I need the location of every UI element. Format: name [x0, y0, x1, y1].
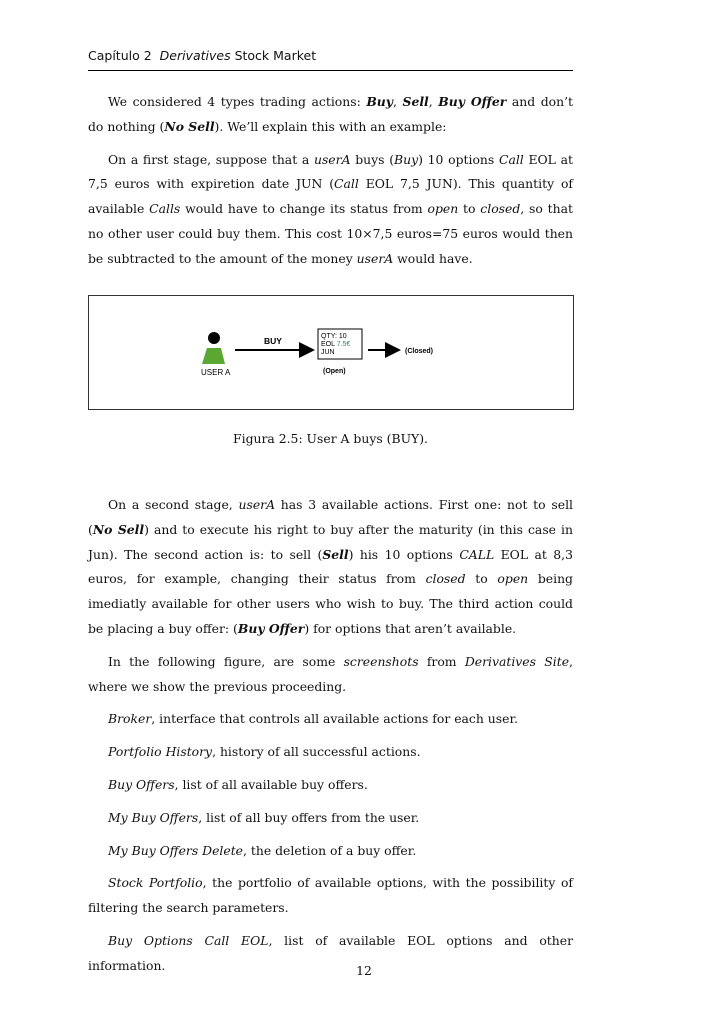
header-rule: [88, 70, 573, 71]
box-eol: EOL 7.5€: [321, 341, 351, 348]
list-item: Buy Options Call EOL, list of available EOL options and other information.: [88, 932, 573, 973]
chapter-title-italic: Derivatives: [159, 48, 231, 63]
chapter-title-rest: Stock Market: [234, 48, 317, 63]
buy-label: BUY: [264, 336, 282, 346]
body-top: [88, 90, 573, 280]
list-item: My Buy Offers Delete, the deletion of a buy offer.: [108, 842, 417, 858]
box-price: 7.5€: [336, 341, 351, 348]
list-item: My Buy Offers, list of all buy offers from the user.: [108, 809, 420, 825]
paragraph-4: In the following figure, are some screenshots from Derivatives Site, where we show the previous proceeding.: [88, 653, 573, 694]
body-bottom: [88, 493, 573, 987]
user-label: USER A: [201, 368, 231, 377]
list-item: Portfolio History, history of all successful actions.: [108, 744, 421, 760]
chapter-label: Capítulo 2: [88, 48, 152, 63]
box-expiry: JUN: [321, 349, 335, 356]
figure-2-5: [88, 295, 574, 410]
figure-caption: Figura 2.5: User A buys (BUY).: [233, 431, 428, 446]
paragraph-2: On a first stage, suppose that a userA buys (Buy) 10 options Call EOL at 7,5 euros with expiretion date JUN (Call EOL 7,5 JUN). This quantity of available Calls would have to change its status from open to closed, so that no other user could buy them. This cost 10×7,5 euros=75 euros would then be subtracted to the amount of the money userA would have.: [88, 151, 574, 266]
paragraph-3: On a second stage, userA has 3 available actions. First one: not to sell (No Sell) and to execute his right to buy after the maturity (in this case in Jun). The second action is: to sell (Sell) his 10 options CALL EOL at 8,3 euros, for example, changing their status from closed to open being imediatly available for other users who wish to buy. The third action could be placing a buy offer: (Buy Offer) for options that aren’t available.: [88, 497, 573, 636]
list-item: Stock Portfolio, the portfolio of available options, with the possibility of filtering the search parameters.: [88, 875, 573, 916]
open-label: (Open): [323, 368, 346, 375]
user-icon: [202, 332, 225, 364]
list-item: Buy Offers, list of all available buy offers.: [108, 776, 368, 792]
list-item: Broker, interface that controls all available actions for each user.: [108, 711, 518, 727]
paragraph-1: We considered 4 types trading actions: Buy, Sell, Buy Offer and don’t do nothing (No Sell). We’ll explain this with an example:: [88, 94, 574, 134]
box-qty: QTY: 10: [321, 333, 347, 340]
closed-label: (Closed): [405, 348, 433, 355]
page-number: 12: [356, 963, 372, 978]
running-head: [88, 48, 573, 63]
buy-diagram: [89, 296, 573, 409]
